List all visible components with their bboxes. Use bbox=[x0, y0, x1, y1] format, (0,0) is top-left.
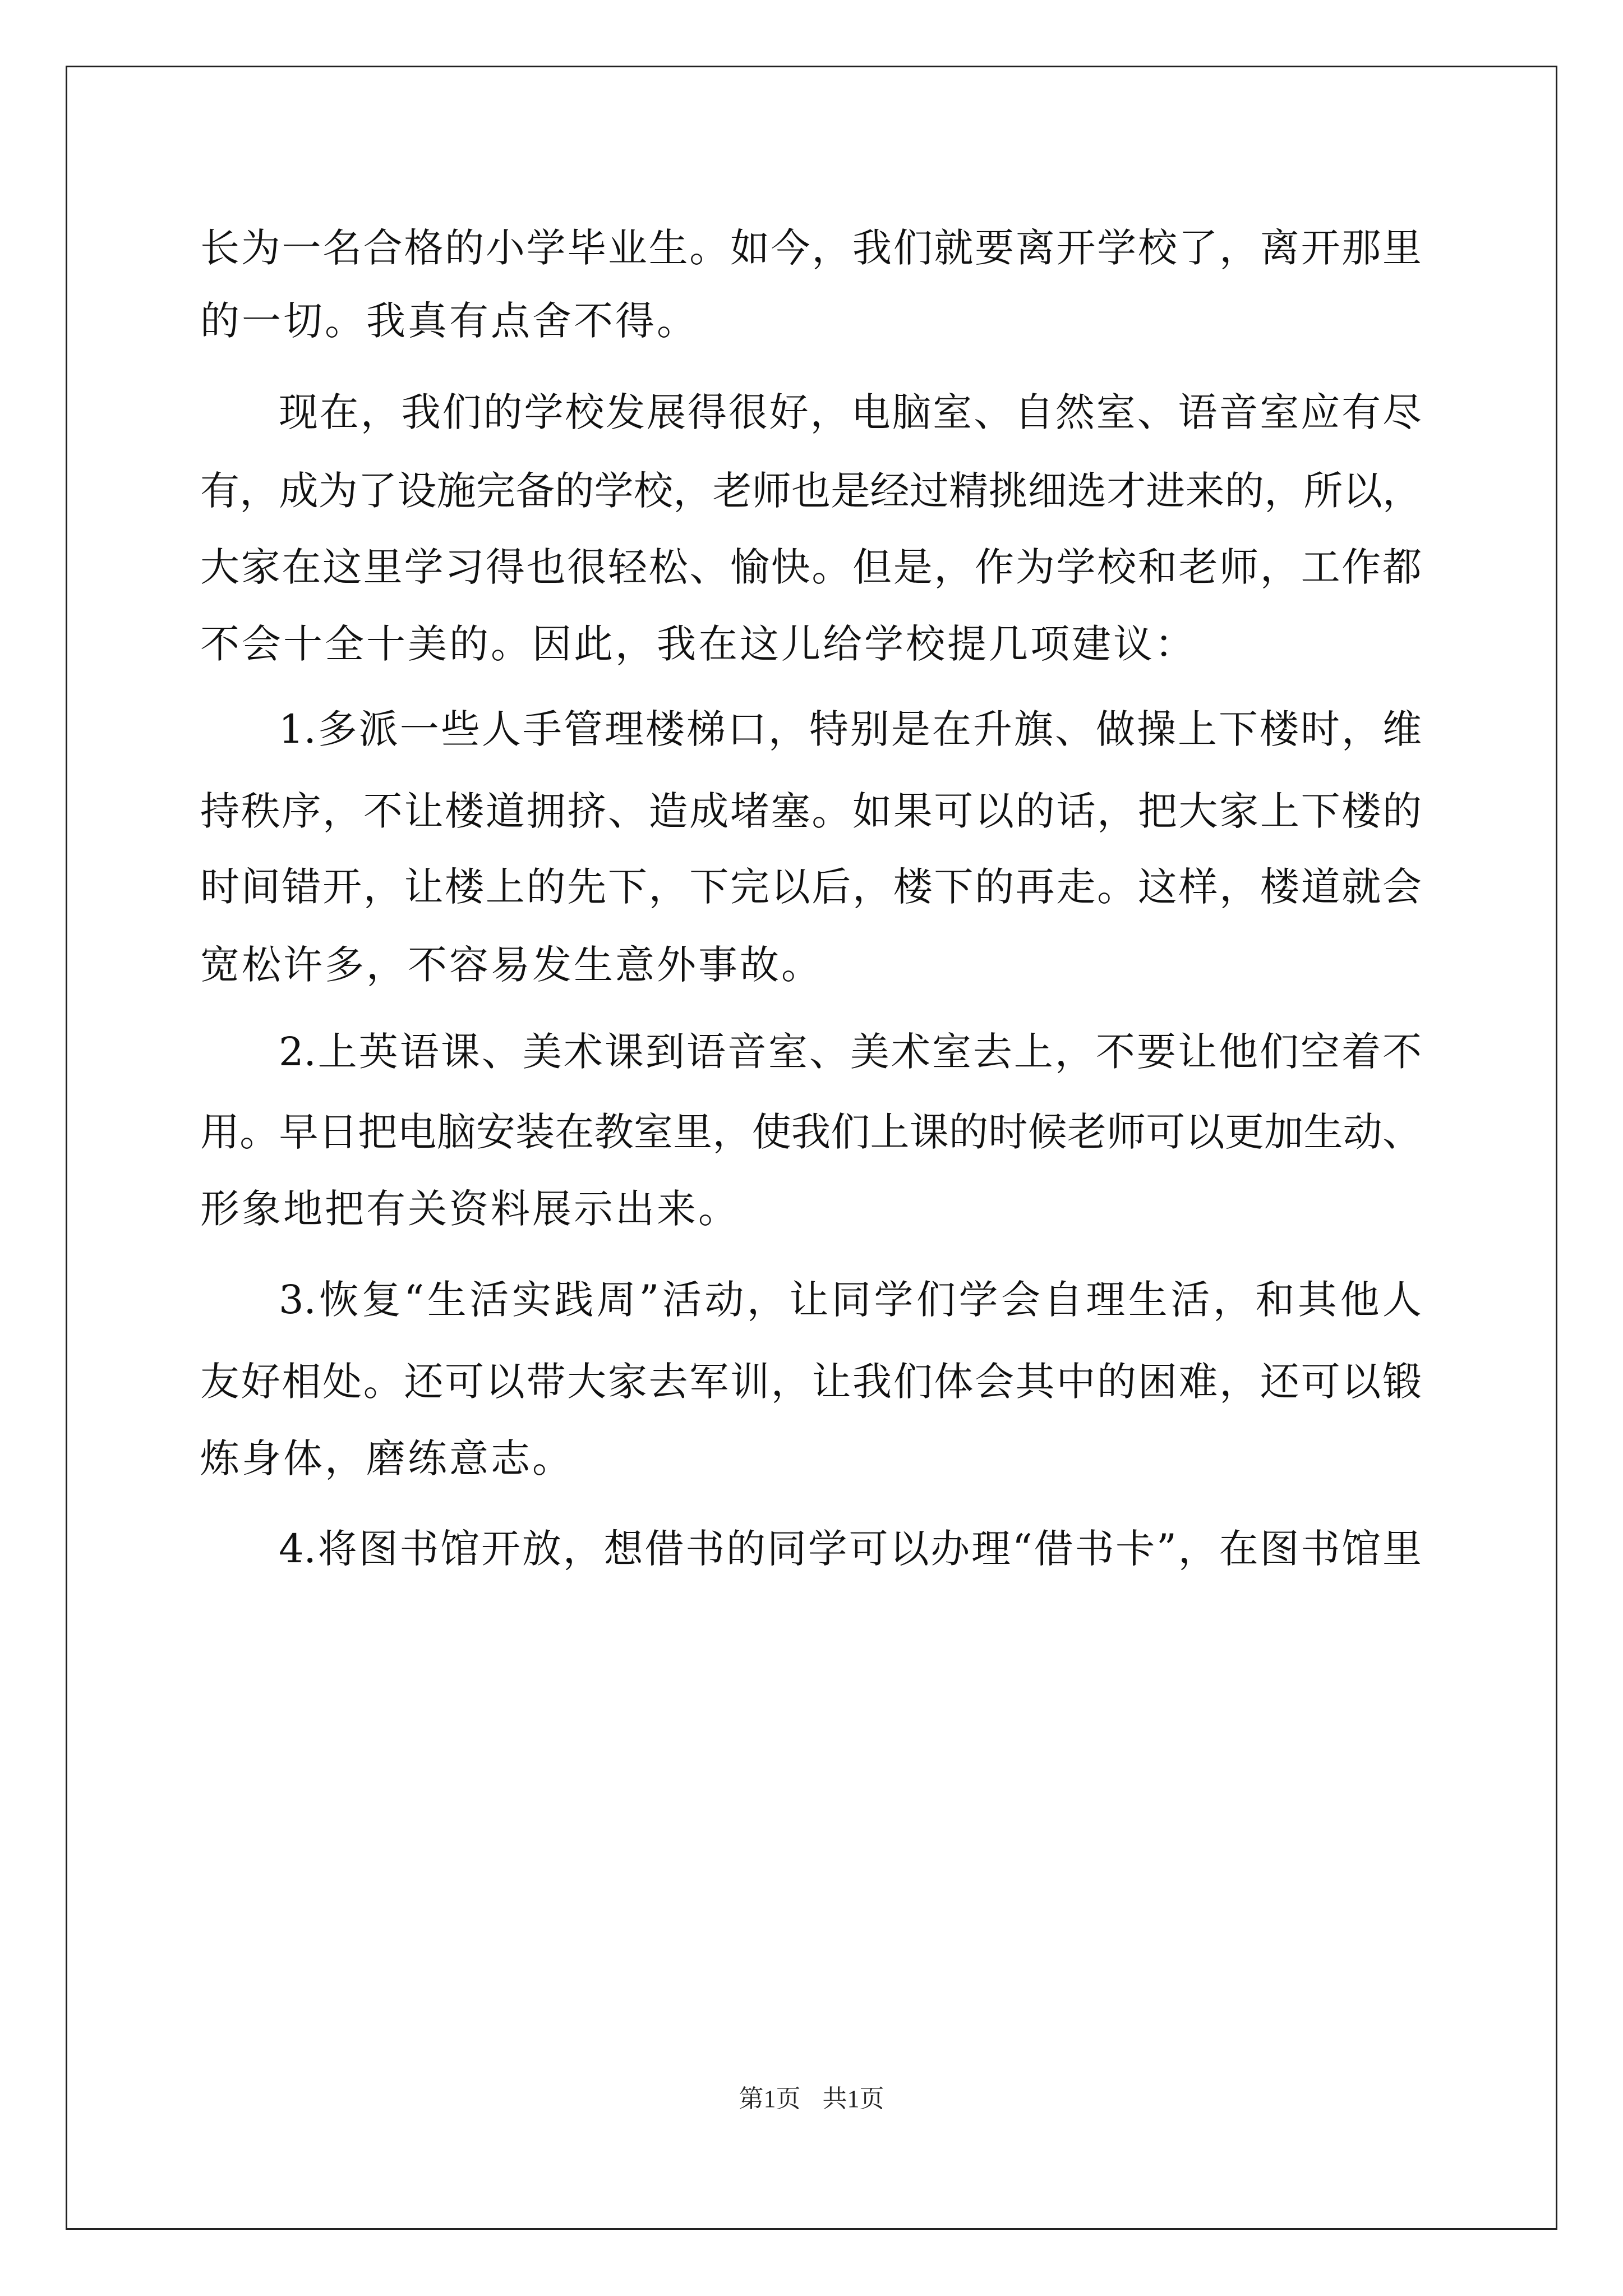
paragraph-line: 2.上英语课、美术课到语音室、美术室去上，不要让他们空着不 bbox=[279, 1029, 1422, 1075]
paragraph-line: 友好相处。还可以带大家去军训，让我们体会其中的困难，还可以锻 bbox=[200, 1359, 1422, 1405]
paragraph-line: 时间错开，让楼上的先下，下完以后，楼下的再走。这样，楼道就会 bbox=[200, 864, 1422, 910]
total-pages: 共1页 bbox=[822, 2085, 884, 2113]
paragraph-line: 炼身体，磨练意志。 bbox=[200, 1435, 574, 1481]
paragraph-line: 1.多派一些人手管理楼梯口，特别是在升旗、做操上下楼时，维 bbox=[279, 706, 1422, 752]
paragraph-line: 形象地把有关资料展示出来。 bbox=[200, 1186, 740, 1232]
paragraph-line: 大家在这里学习得也很轻松、愉快。但是，作为学校和老师，工作都 bbox=[200, 544, 1422, 590]
paragraph-line: 现在，我们的学校发展得很好，电脑室、自然室、语音室应有尽 bbox=[279, 389, 1422, 435]
paragraph-line: 长为一名合格的小学毕业生。如今，我们就要离开学校了，离开那里 bbox=[200, 225, 1422, 271]
paragraph-line: 宽松许多，不容易发生意外事故。 bbox=[200, 942, 823, 988]
page-footer bbox=[0, 2078, 1623, 2114]
paragraph-line: 的一切。我真有点舍不得。 bbox=[200, 298, 698, 344]
paragraph-line: 持秩序，不让楼道拥挤、造成堵塞。如果可以的话，把大家上下楼的 bbox=[200, 788, 1422, 834]
paragraph-line: 不会十全十美的。因此，我在这儿给学校提几项建议： bbox=[200, 621, 1196, 667]
paragraph-line: 4.将图书馆开放，想借书的同学可以办理“借书卡”，在图书馆里 bbox=[279, 1526, 1422, 1572]
paragraph-line: 用。早日把电脑安装在教室里，使我们上课的时候老师可以更加生动、 bbox=[200, 1109, 1422, 1155]
page-number: 第1页 bbox=[739, 2085, 801, 2113]
paragraph-line: 3.恢复“生活实践周”活动，让同学们学会自理生活，和其他人 bbox=[279, 1277, 1422, 1323]
paragraph-line: 有，成为了设施完备的学校，老师也是经过精挑细选才进来的，所以， bbox=[200, 468, 1422, 514]
